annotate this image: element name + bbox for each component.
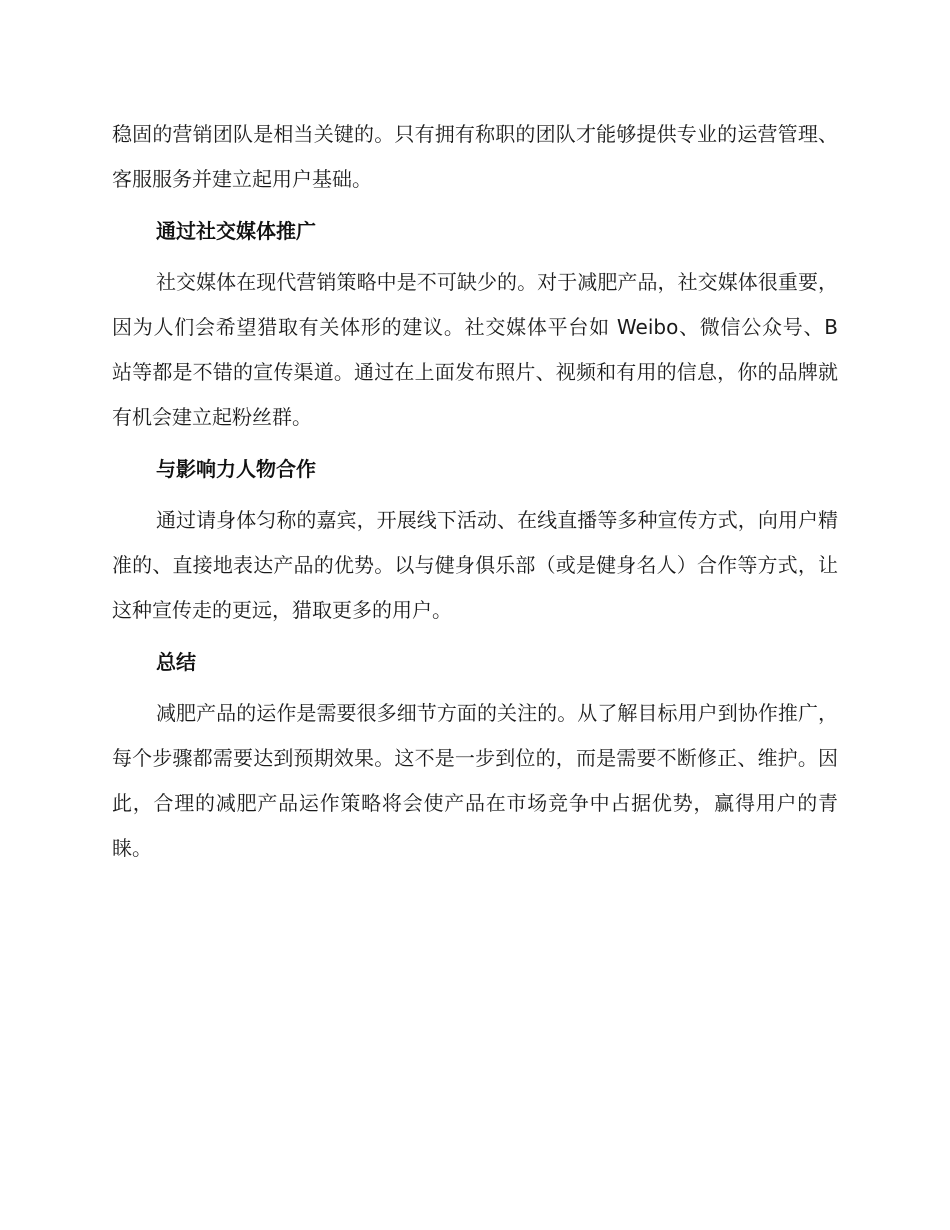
section-influencer-cooperation <box>112 447 838 633</box>
section-paragraph: 通过请身体匀称的嘉宾，开展线下活动、在线直播等多种宣传方式，向用户精准的、直接地表达产品的优势。以与健身俱乐部（或是健身名人）合作等方式，让这种宣传走的更远，猎取更多的用户。 <box>112 508 838 622</box>
document-body <box>112 112 838 871</box>
section-paragraph: 减肥产品的运作是需要很多细节方面的关注的。从了解目标用户到协作推广，每个步骤都需要达到预期效果。这不是一步到位的，而是需要不断修正、维护。因此，合理的减肥产品运作策略将会使产品在市场竞争中占据优势，赢得用户的青睐。 <box>112 701 838 860</box>
section-social-media <box>112 209 838 440</box>
section-heading: 与影响力人物合作 <box>156 457 316 481</box>
section-paragraph: 社交媒体在现代营销策略中是不可缺少的。对于减肥产品，社交媒体很重要，因为人们会希望猎取有关体形的建议。社交媒体平台如 Weibo、微信公众号、B 站等都是不错的宣传渠道。通过在上面发布照片、视频和有用的信息，你的品牌就有机会建立起粉丝群。 <box>112 270 838 429</box>
section-heading: 通过社交媒体推广 <box>156 219 316 243</box>
intro-paragraph: 稳固的营销团队是相当关键的。只有拥有称职的团队才能够提供专业的运营管理、客服服务并建立起用户基础。 <box>112 122 838 191</box>
section-summary <box>112 640 838 871</box>
section-heading: 总结 <box>156 650 196 674</box>
